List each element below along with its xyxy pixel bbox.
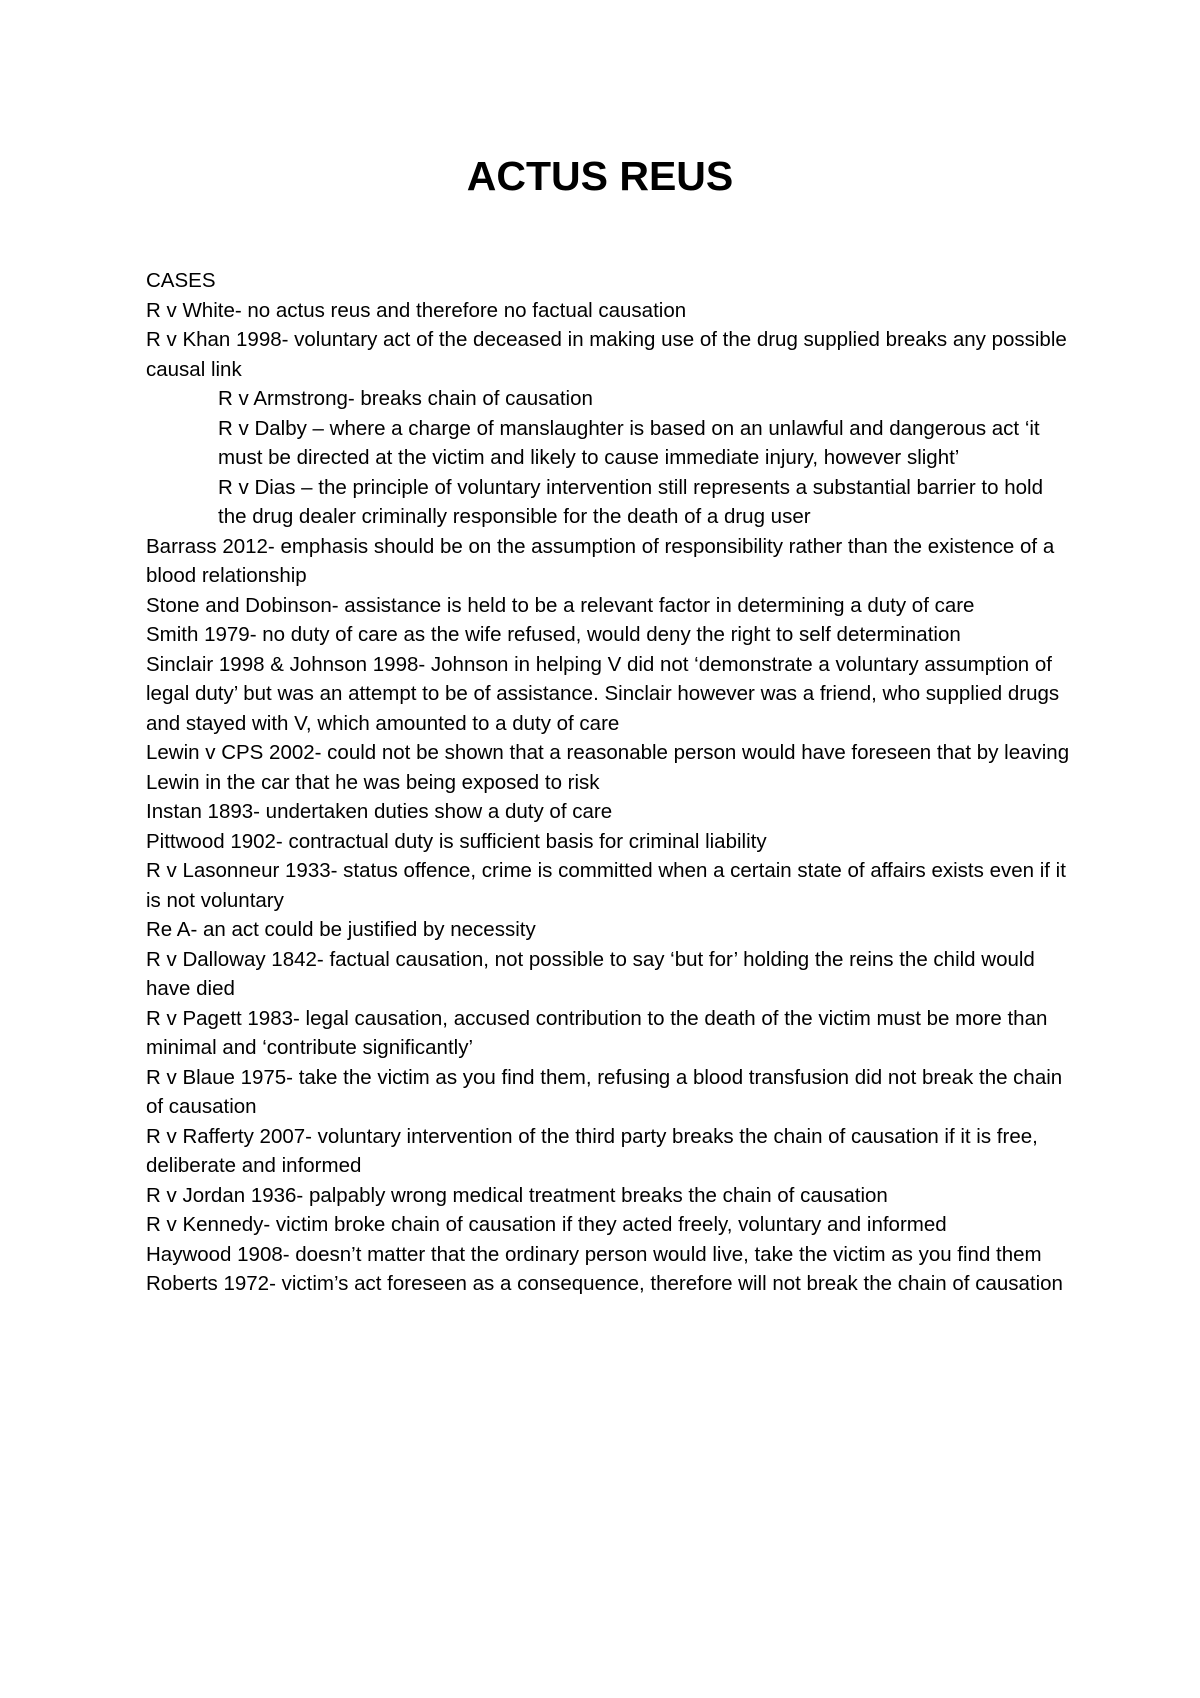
case-entry: Instan 1893- undertaken duties show a duty of care [146, 800, 613, 823]
case-entry: Smith 1979- no duty of care as the wife refused, would deny the right to self determination [146, 623, 961, 646]
page-title: ACTUS REUS [466, 153, 734, 199]
case-list [146, 266, 1076, 1299]
case-entry: R v Kennedy- victim broke chain of causation if they acted freely, voluntary and informed [146, 1213, 947, 1236]
case-entry: Barrass 2012- emphasis should be on the assumption of responsibility rather than the existence of a blood relationship [146, 534, 1055, 587]
case-entry: R v Jordan 1936- palpably wrong medical treatment breaks the chain of causation [146, 1183, 888, 1207]
case-entry: R v Dalby – where a charge of manslaughter is based on an unlawful and dangerous act ‘it must be directed at the victim and likely to cause immediate injury, however slight’ [218, 416, 1040, 469]
case-entry: R v Rafferty 2007- voluntary intervention of the third party breaks the chain of causation if it is free, deliberate and informed [146, 1124, 1038, 1177]
case-entry: Pittwood 1902- contractual duty is sufficient basis for criminal liability [146, 829, 767, 853]
case-entry: R v Khan 1998- voluntary act of the deceased in making use of the drug supplied breaks any possible causal link [146, 328, 1067, 381]
case-entry: Haywood 1908- doesn’t matter that the ordinary person would live, take the victim as you find them [146, 1242, 1042, 1266]
case-entry: Roberts 1972- victim’s act foreseen as a consequence, therefore will not break the chain of causation [146, 1272, 1063, 1295]
case-entry: R v Lasonneur 1933- status offence, crime is committed when a certain state of affairs exists even if it is not voluntary [146, 859, 1066, 912]
case-entry: Sinclair 1998 & Johnson 1998- Johnson in helping V did not ‘demonstrate a voluntary assumption of legal duty’ but was an attempt to be of assistance. Sinclair however was a friend, who supplied drugs and stayed with V, which amounted to a duty of care [146, 652, 1060, 735]
case-entry: Re A- an act could be justified by necessity [146, 918, 536, 941]
case-entry: R v Dias – the principle of voluntary intervention still represents a substantial barrier to hold the drug dealer criminally responsible for the death of a drug user [218, 475, 1043, 528]
case-entry: R v Dalloway 1842- factual causation, not possible to say ‘but for’ holding the reins the child would have died [146, 947, 1035, 1000]
section-label: CASES [146, 269, 216, 292]
case-entry: R v Blaue 1975- take the victim as you find them, refusing a blood transfusion did not break the chain of causation [146, 1065, 1063, 1118]
case-entry: Stone and Dobinson- assistance is held to be a relevant factor in determining a duty of care [146, 593, 975, 617]
case-entries [146, 296, 1076, 1299]
case-entry: R v Armstrong- breaks chain of causation [218, 387, 593, 410]
case-entry: R v White- no actus reus and therefore no factual causation [146, 298, 687, 322]
case-entry: Lewin v CPS 2002- could not be shown that a reasonable person would have foreseen that by leaving Lewin in the car that he was being exposed to risk [146, 741, 1070, 794]
case-entry: R v Pagett 1983- legal causation, accused contribution to the death of the victim must be more than minimal and ‘contribute significantly’ [146, 1006, 1048, 1059]
